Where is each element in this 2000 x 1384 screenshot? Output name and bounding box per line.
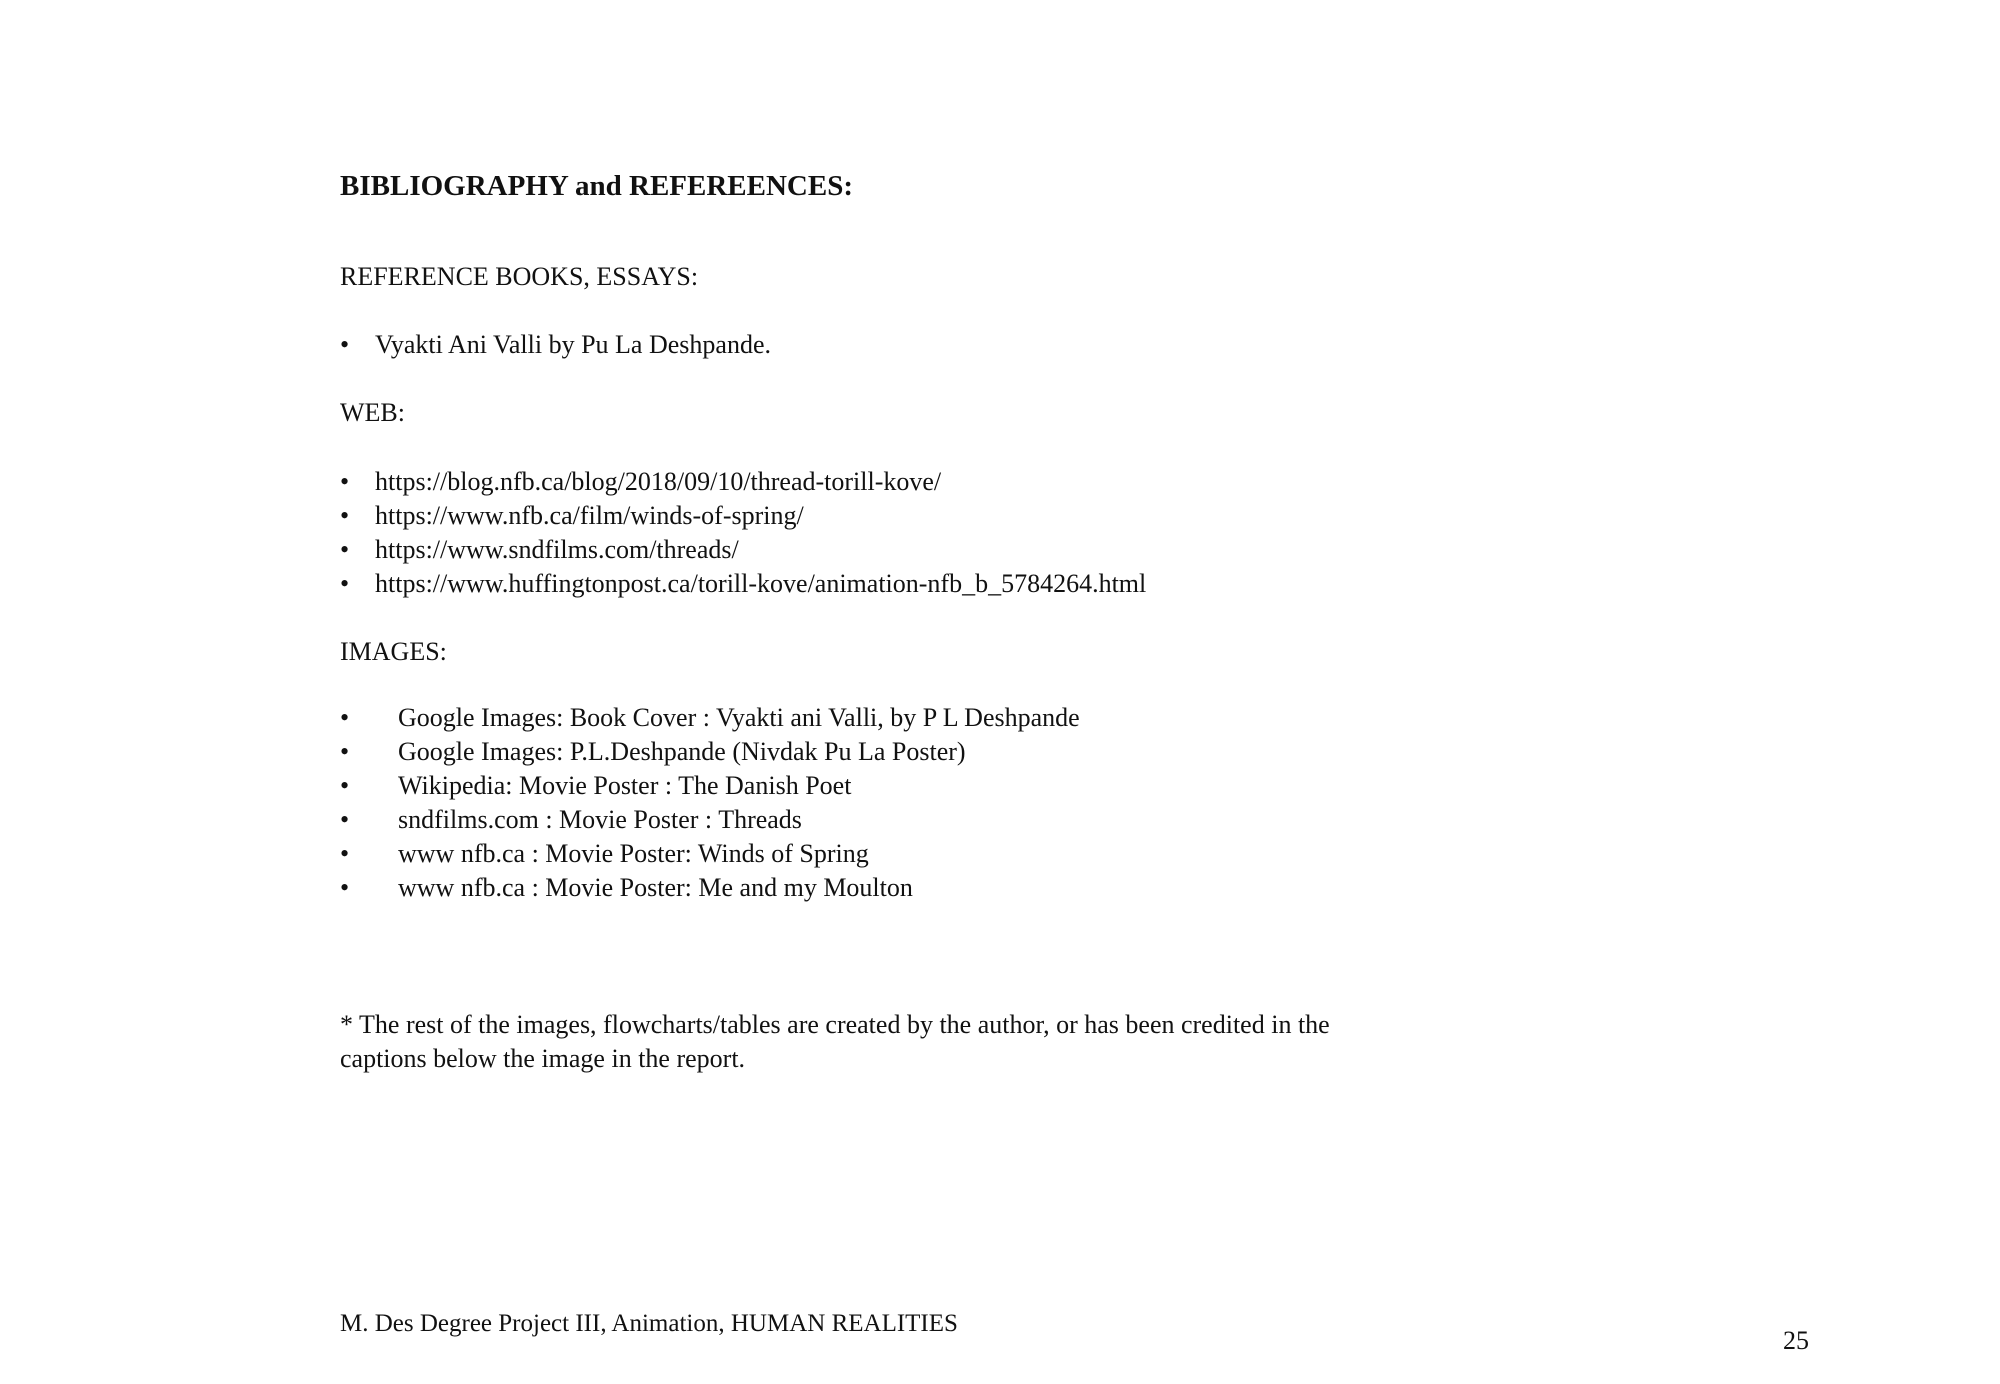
- bullet: •: [340, 501, 350, 530]
- page-title: BIBLIOGRAPHY and REFEREENCES:: [340, 170, 853, 202]
- book-entry: Vyakti Ani Valli by Pu La Deshpande.: [375, 330, 771, 359]
- page-footer: M. Des Degree Project III, Animation, HUMAN REALITIES: [340, 1310, 958, 1337]
- bullet: •: [340, 535, 350, 564]
- web-link[interactable]: https://www.huffingtonpost.ca/torill-kove/animation-nfb_b_5784264.html: [375, 569, 1147, 598]
- web-link[interactable]: https://blog.nfb.ca/blog/2018/09/10/thread-torill-kove/: [375, 467, 942, 496]
- bullet: •: [340, 771, 350, 800]
- bullet: •: [340, 703, 350, 732]
- bullet: •: [340, 737, 350, 766]
- bullet: •: [340, 467, 350, 496]
- credits-note: * The rest of the images, flowcharts/tables are created by the author, or has been credited in the captions below the image in the report.: [340, 1010, 1330, 1073]
- bullet: •: [340, 839, 350, 868]
- web-link[interactable]: https://www.sndfilms.com/threads/: [375, 535, 739, 564]
- web-link[interactable]: https://www.nfb.ca/film/winds-of-spring/: [375, 501, 804, 530]
- bullet: •: [340, 569, 350, 598]
- images-heading: IMAGES:: [340, 637, 447, 666]
- image-credit: www nfb.ca : Movie Poster: Winds of Spring: [398, 839, 869, 868]
- page-number: 25: [1783, 1326, 1809, 1355]
- image-credit: Google Images: Book Cover : Vyakti ani Valli, by P L Deshpande: [398, 703, 1080, 732]
- web-heading: WEB:: [340, 398, 405, 427]
- image-credit: www nfb.ca : Movie Poster: Me and my Moulton: [398, 873, 913, 902]
- bullet: •: [340, 805, 350, 834]
- image-credit: Google Images: P.L.Deshpande (Nivdak Pu La Poster): [398, 737, 966, 766]
- image-credit: Wikipedia: Movie Poster : The Danish Poet: [398, 771, 852, 800]
- bullet: •: [340, 330, 350, 359]
- books-heading: REFERENCE BOOKS, ESSAYS:: [340, 262, 699, 291]
- bullet: •: [340, 873, 350, 902]
- image-credit: sndfilms.com : Movie Poster : Threads: [398, 805, 802, 834]
